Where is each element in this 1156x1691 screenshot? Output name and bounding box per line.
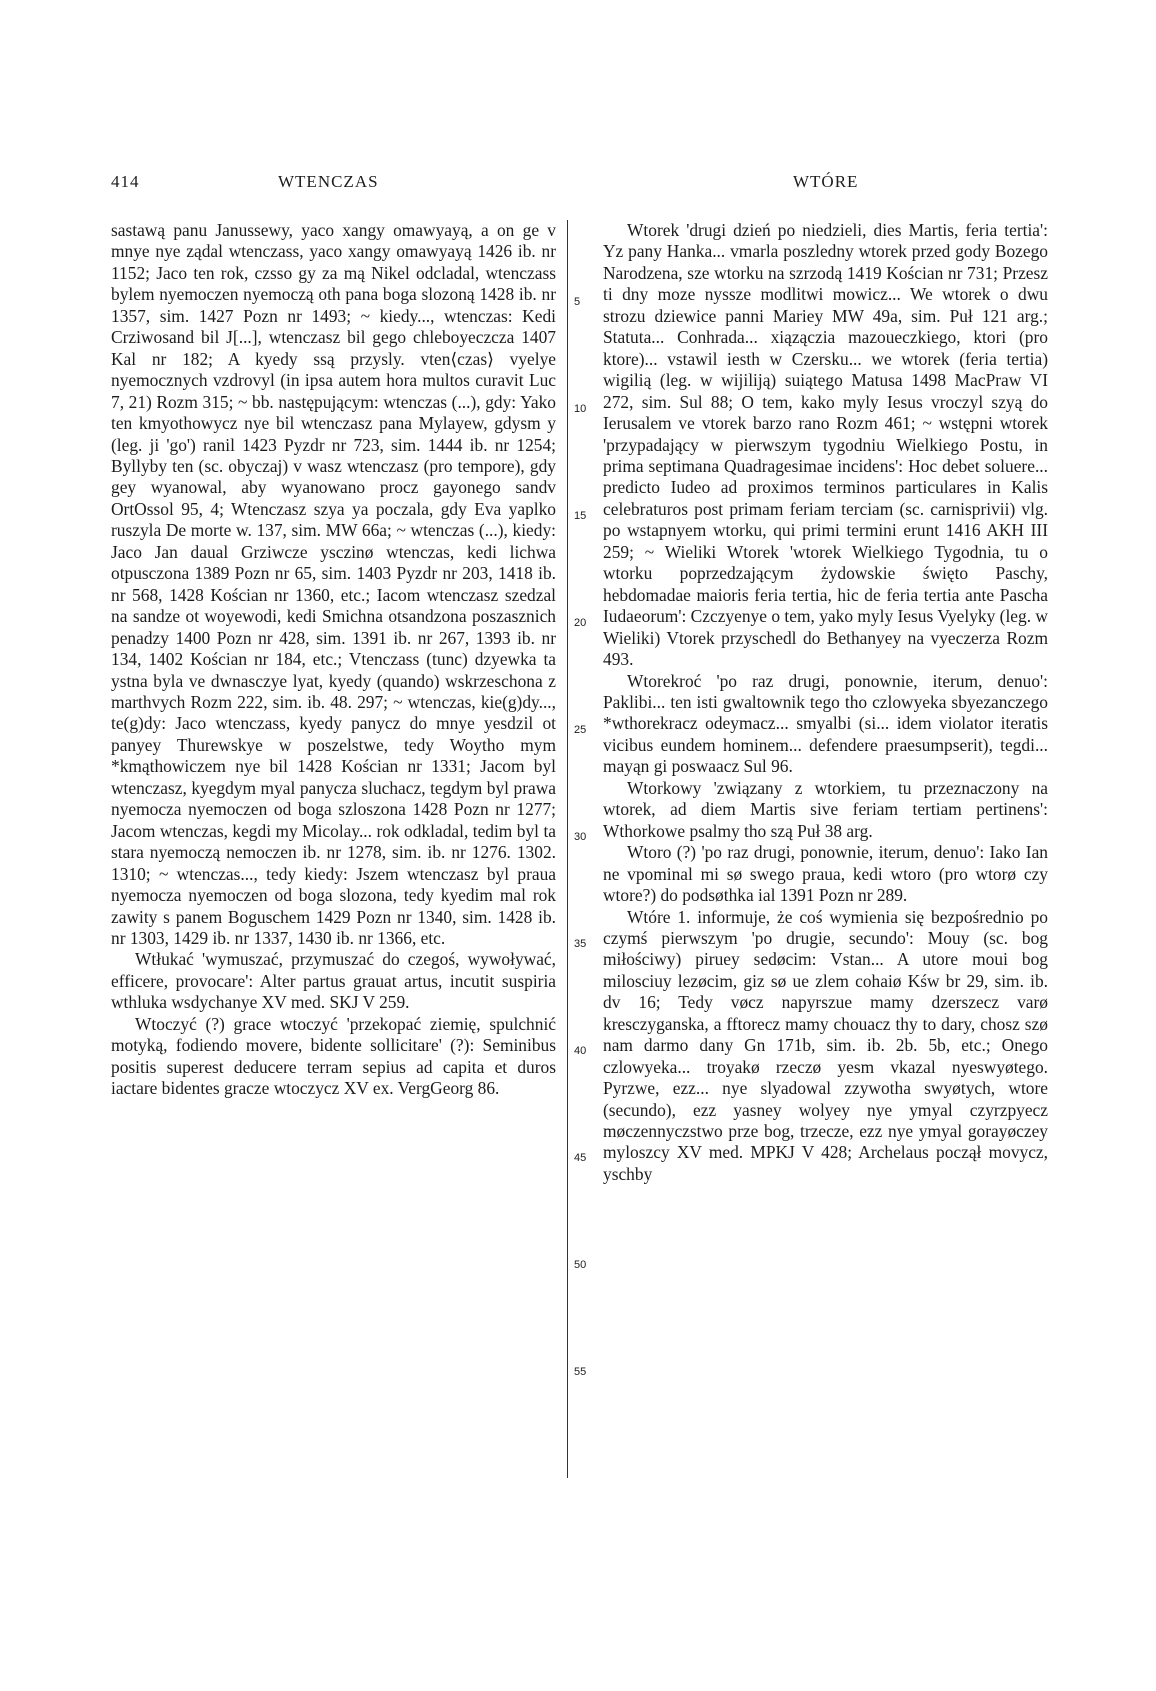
entry-wtorekroc: Wtorekroć 'po raz drugi, ponownie, iterum, denuo': Paklibi... ten isti gwaltownik tego tho czlowyeka sbyezanczego *wthorekracz odeymacz... smyalbi (si... idem violator iteratis vicibus eundem hominem... defendere praesumpserit), tegdi... mayąn gi poswaacz Sul 96.: [603, 670, 1048, 777]
line-number: 45: [574, 1152, 587, 1164]
line-number: 30: [574, 831, 587, 843]
entry-wtoczyc: Wtoczyć (?) grace wtoczyć 'przekopać ziemię, spulchnić motyką, fodiendo movere, bidente sollicitare' (?): Seminibus positis superest deducere terram sepius ad capita et duros iactare bidentes gracze wtoczycz XV ex. VergGeorg 86.: [111, 1013, 556, 1099]
line-number: 35: [574, 938, 587, 950]
right-column: [603, 220, 1048, 1185]
entry-wtlukac: Wtłukać 'wymuszać, przymuszać do czegoś, wywoływać, efficere, provocare': Alter partus grauat artus, incutit suspiria wthluka wsdychanye XV med. SKJ V 259.: [111, 949, 556, 1013]
left-column: [111, 220, 556, 1100]
line-number: 15: [574, 510, 587, 522]
line-number: 55: [574, 1366, 587, 1378]
line-number: 5: [574, 296, 581, 308]
running-head-right: WTÓRE: [793, 172, 859, 191]
entry-wtore: Wtóre 1. informuje, że coś wymienia się bezpośrednio po czymś pierwszym 'po drugie, secundo': Mouy (sc. bog miłościwy) piruey sedøcim: Vstan... A utore moui bog milosciuy lezøcim, giz sø ue zlem cohaiø Kśw br 29, sim. ib. dv 16; Tedy vøcz napyrszue mamy dzerszecz varø kresczyganska, a fftorecz mamy chouacz thy to dary, chosz szø nam darmo dany Gn 171b, sim. ib. 2b. 5b, etc.; Onego czlowyeka... troyakø rzeczø yesm vkazal nyeswyøtego. Pyrzwe, ezz... nye slyadowal zzywotha swyøtych, wtore (secundo), ezz yasney wolyey nye ymyal czyrzpyecz møczennyczstwo prze bog, trzecze, ezz nye ymyal gorayøczey myloszcy XV med. MPKJ V 428; Archelaus począł movycz, yschby: [603, 906, 1048, 1184]
line-number: 40: [574, 1045, 587, 1057]
column-divider: [567, 220, 568, 1478]
running-head-left: WTENCZAS: [278, 172, 379, 191]
entry-wtoro: Wtoro (?) 'po raz drugi, ponownie, iterum, denuo': Iako Ian ne vpominal mi sø swego praua, kedi wtoro (pro wtorø czy wtore?) do podsøthka ial 1391 Pozn nr 289.: [603, 842, 1048, 906]
line-number: 20: [574, 617, 587, 629]
line-number: 50: [574, 1259, 587, 1271]
line-number: 10: [574, 403, 587, 415]
entry-wtorkowy: Wtorkowy 'związany z wtorkiem, tu przeznaczony na wtorek, ad diem Martis sive feriam tertiam pertinens': Wthorkowe psalmy tho szą Puł 38 arg.: [603, 777, 1048, 841]
page-number: 414: [111, 172, 140, 191]
entry-wtorek: Wtorek 'drugi dzień po niedzieli, dies Martis, feria tertia': Yz pany Hanka... vmarla poszledny wtorek przed gody Bozego Narodzena, sze wtorku na szrzodą 1419 Kościan nr 731; Przesz ti dny moze nyssze modlitwi mowicz... We wtorek o dwu strozu dziewice panni Mariey MW 49a, sim. Puł 121 arg.; Statuta... Conhrada... xiązączia mazoueczkiego, ktori (pro ktore)... vstawil iesth w Czersku... we wtorek (feria tertia) wigilią (leg. w wijiliją) suiątego Matusa 1498 MacPraw VI 272, sim. Sul 88; O tem, kako myly Iesus vroczyl szyą do Ierusalem ve vtorek barzo rano Rozm 461; ~ wstępni wtorek 'przypadający w pierwszym tygodniu Wielkiego Postu, in prima septimana Quadragesimae incidens': Hoc debet soluere... predicto Iudeo ad proximos terminos particulares in Kalis celebraturos post primam feriam terciam (sc. carnisprivii) vlg. po wstapnyem wtorku, qui primi termini erunt 1416 AKH III 259; ~ Wieliki Wtorek 'wtorek Wielkiego Tygodnia, tu o wtorku poprzedzającym żydowskie święto Paschy, hebdomadae maioris feria tertia, hic de feria tertia ante Pascha Iudaeorum': Czczyenye o tem, yako myly Iesus Vyelyky (leg. w Wieliki) Vtorek przyschedl do Bethanyey na vyeczerza Rozm 493.: [603, 220, 1048, 670]
line-number: 25: [574, 724, 587, 736]
entry-wtenczas-continuation: sastawą panu Janussewy, yaco xangy omawyayą, a on ge v mnye nye ządal wtenczass, yaco xangy omawyayą 1426 ib. nr 1152; Jaco ten rok, czsso gy za mą Nikel odcladal, wtenczass bylem nyemoczen nyemoczą oth pana boga slozoną 1428 ib. nr 1357, sim. 1427 Pozn nr 1493; ~ kiedy..., wtenczas: Kedi Crziwosand bil J[...], wtenczasz bil gego chleboyeczcza 1407 Kal nr 182; A kyedy ssą przysly. vten⟨czas⟩ vyelye nyemocznych vzdrovyl (in ipsa autem hora multos curavit Luc 7, 21) Rozm 315; ~ bb. następującym: wtenczas (...), gdy: Yako ten kmyothowycz nye bil wtenczasz pana Mylayew, gdysm y (leg. ji 'go') ranil 1423 Pyzdr nr 723, sim. 1444 ib. nr 1254; Byllyby ten (sc. obyczaj) v wasz wtenczasz (pro tempore), gdy gey wyanowal, aby wyanowano procz gayonego sandv OrtOssol 95, 4; Wtenczasz szya ya poczala, gdy Eva yaplko ruszyla De morte w. 137, sim. MW 66a; ~ wtenczas (...), kiedy: Jaco Jan daual Grziwcze ysczinø wtenczas, kedi lichwa otpusczona 1389 Pozn nr 65, sim. 1403 Pyzdr nr 203, 1418 ib. nr 568, 1428 Kościan nr 1360, etc.; Iacom wtenczasz szedzal na sandze ot woyewodi, kedi Smichna otsandzona poszasznich penadzy 1400 Pozn nr 428, sim. 1391 ib. nr 267, 1393 ib. nr 134, 1402 Kościan nr 184, etc.; Vtenczass (tunc) dzyewka ta ystna byla ve dwnasczye lyat, kyedy (quando) wskrzeschona z marthvych Rozm 222, sim. ib. 48. 297; ~ wtenczas, kie(g)dy..., te(g)dy: Jaco wtenczass, kyedy panycz do mnye yesdzil ot panyey Thurewskye w poszelstwe, tedy Woytho mym *kmąthowiczem nye bil 1428 Kościan nr 1331; Jacom byl wtenczasz, kyegdym myal panycza sluchacz, tegdym byl prawa nyemocza nyemoczen od boga szloszona 1428 Pozn nr 1277; Jacom wtenczas, kegdi my Micolay... rok odkladal, tedim byl ta stara nyemoczą nemoczen ib. nr 1278, sim. ib. nr 1276. 1302. 1310; ~ wtenczas..., tedy kiedy: Jszem wtenczasz byl praua nyemocza nyemoczen od boga slozona, tedy kyedim mal rok zawity s panem Boguschem 1429 Pozn nr 1340, sim. 1428 ib. nr 1303, 1429 ib. nr 1337, 1430 ib. nr 1366, etc.: [111, 220, 556, 948]
